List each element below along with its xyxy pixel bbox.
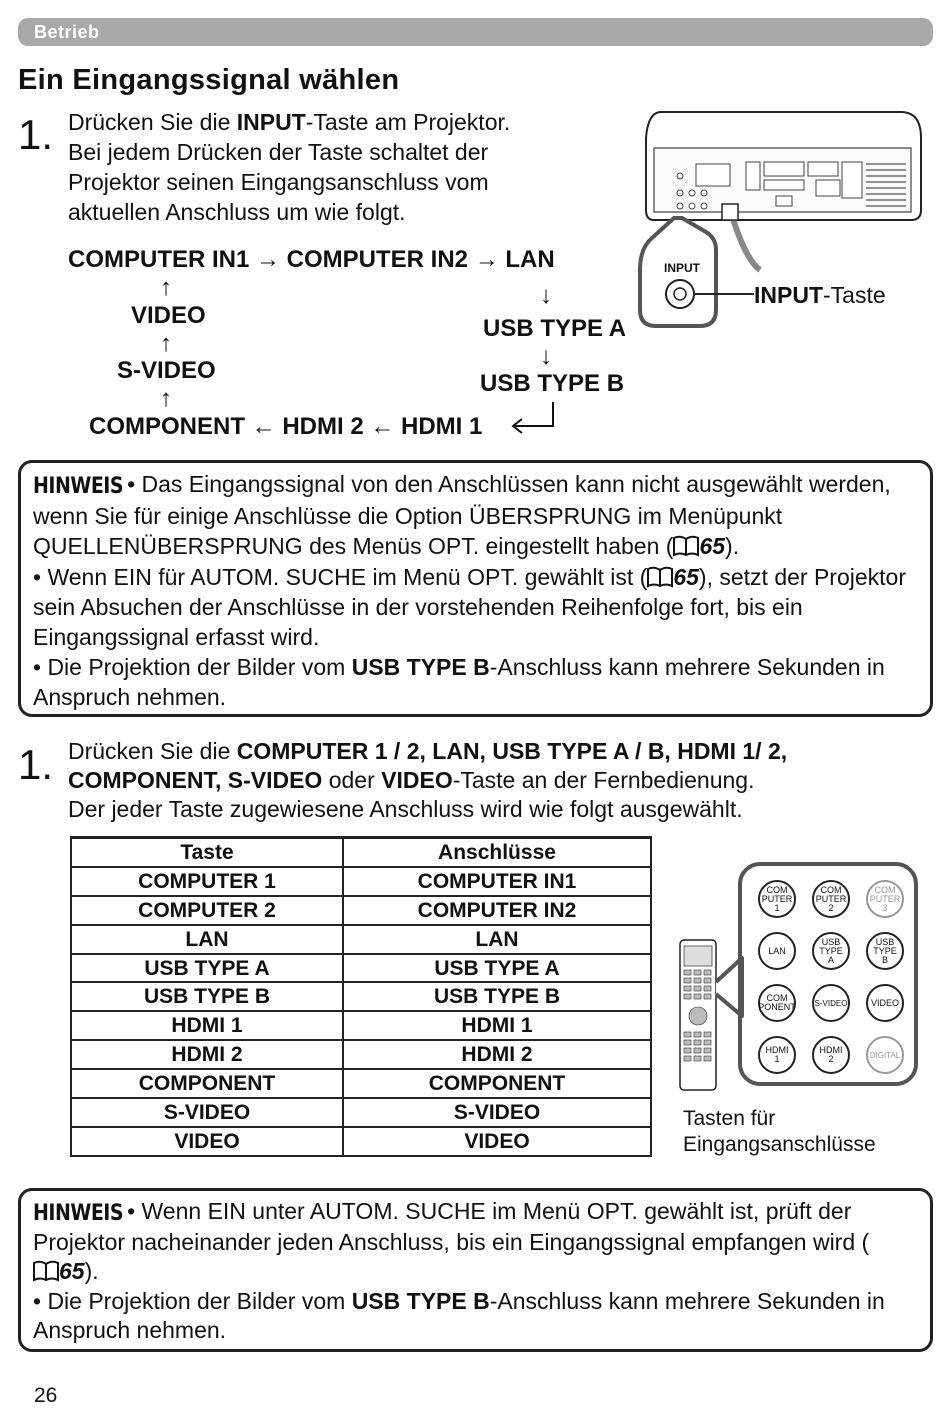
table-row (71, 954, 651, 983)
table-cell: COMPONENT (343, 1069, 651, 1098)
return-arrow-icon (508, 400, 558, 440)
step-number: 1. (18, 741, 54, 788)
step1-text: Drücken Sie die INPUT-Taste am Projektor. Bei jedem Drücken der Taste schaltet der Projektor seinen Eingangsanschluss vom aktuellen Anschluss um wie folgt. (68, 109, 511, 225)
table-row (71, 925, 651, 954)
remote-key-video[interactable]: VIDEO (866, 984, 904, 1022)
remote-key-s-video[interactable]: S-VIDEO (812, 984, 850, 1022)
down-arrow: ↓ (540, 343, 552, 370)
table-cell: LAN (71, 925, 343, 954)
page-reference[interactable]: 65 (673, 531, 725, 561)
table-cell: LAN (343, 925, 651, 954)
table-cell: COMPUTER 2 (71, 896, 343, 925)
table-header-row (71, 838, 651, 867)
sequence-usb-a: USB TYPE A (483, 315, 627, 342)
page-title: Ein Eingangssignal wählen (18, 64, 400, 96)
table-row (71, 1127, 651, 1156)
page-reference[interactable]: 65 (647, 562, 699, 592)
section-label: Betrieb (34, 22, 100, 42)
table-header: Taste (71, 838, 343, 867)
table-cell: HDMI 1 (71, 1011, 343, 1040)
remote-key-computer3[interactable]: COM PUTER 3 (866, 880, 904, 918)
remote-input-keys-panel (738, 862, 918, 1086)
table-row (71, 867, 651, 896)
book-icon (647, 566, 673, 588)
table-cell: HDMI 1 (343, 1011, 651, 1040)
table-cell: USB TYPE A (71, 954, 343, 983)
note-text: HINWEIS • Wenn EIN unter AUTOM. SUCHE im Menü OPT. gewählt ist, prüft der Projektor nacheinander jeden Anschluss, bis ein Eingangssignal empfangen wird (65). • Die Projektion der Bilder vom USB TYPE B-Anschluss kann mehrere Sekunden in Anspruch nehmen. (33, 1198, 885, 1343)
remote-key-usb-type-b[interactable]: USB TYPE B (866, 932, 904, 970)
remote-caption: Tasten für Eingangsanschlüsse (683, 1107, 876, 1156)
remote-key-usb-type-a[interactable]: USB TYPE A (812, 932, 850, 970)
remote-key-lan[interactable]: LAN (758, 932, 796, 970)
table-cell: USB TYPE A (343, 954, 651, 983)
up-arrow: ↑ (160, 330, 172, 357)
remote-control-illustration (676, 936, 746, 1094)
page-number: 26 (34, 1384, 58, 1407)
book-icon (673, 535, 699, 557)
note-text: HINWEIS • Das Eingangssignal von den Anschlüssen kann nicht ausgewählt werden, wenn Sie für einige Anschlüsse die Option ÜBERSPRUNG im Menüpunkt QUELLENÜBERSPRUNG des Menüs OPT. eingestellt haben ( 65). • Wenn EIN für AUTOM. SUCHE im Menü OPT. gewählt ist ( 65), setzt der Projektor sein Absuchen der Anschlüsse in der vorstehenden Reihenfolge fort, bis ein Eingangssignal erfasst wird. • Die Projektion der Bilder vom USB TYPE B-Anschluss kann mehrere Sekunden in Anspruch nehmen. (33, 469, 920, 713)
book-icon (33, 1260, 59, 1282)
input-button-callout: INPUT-Taste (754, 282, 886, 308)
table-cell: S-VIDEO (343, 1098, 651, 1127)
note-box (18, 460, 933, 717)
table-row (71, 1098, 651, 1127)
note-label: HINWEIS (33, 473, 124, 499)
up-arrow: ↑ (160, 385, 172, 412)
table-cell: COMPUTER 1 (71, 867, 343, 896)
section-header-bar (18, 18, 933, 46)
down-arrow: ↓ (540, 282, 552, 309)
table-cell: S-VIDEO (71, 1098, 343, 1127)
sequence-svideo: S-VIDEO (117, 357, 216, 384)
table-cell: VIDEO (343, 1127, 651, 1156)
projector-input-label: INPUT (664, 261, 700, 275)
input-mapping-table (70, 836, 652, 1157)
table-cell: COMPONENT (71, 1069, 343, 1098)
table-cell: VIDEO (71, 1127, 343, 1156)
table-row (71, 982, 651, 1011)
table-cell: COMPUTER IN1 (343, 867, 651, 896)
table-row (71, 1040, 651, 1069)
page-reference[interactable]: 65 (33, 1257, 85, 1286)
table-cell: USB TYPE B (71, 982, 343, 1011)
remote-key-computer1[interactable]: COM PUTER 1 (758, 880, 796, 918)
table-header: Anschlüsse (343, 838, 651, 867)
sequence-top-row: COMPUTER IN1 → COMPUTER IN2 → LAN (68, 246, 555, 273)
table-cell: USB TYPE B (343, 982, 651, 1011)
step-number: 1. (18, 111, 54, 158)
table-row (71, 1069, 651, 1098)
step2-text: Drücken Sie die COMPUTER 1 / 2, LAN, USB TYPE A / B, HDMI 1/ 2, COMPONENT, S-VIDEO oder VIDEO-Taste an der Fernbedienung. Der jeder Taste zugewiesene Anschluss wird wie folgt ausgewählt. (68, 738, 788, 822)
sequence-video: VIDEO (131, 302, 206, 329)
table-cell: HDMI 2 (71, 1040, 343, 1069)
note-box (18, 1188, 933, 1352)
table-cell: COMPUTER IN2 (343, 896, 651, 925)
table-row (71, 1011, 651, 1040)
remote-key-hdmi1[interactable]: HDMI 1 (758, 1036, 796, 1074)
table-row (71, 896, 651, 925)
up-arrow: ↑ (160, 274, 172, 301)
remote-key-hdmi2[interactable]: HDMI 2 (812, 1036, 850, 1074)
remote-key-computer2[interactable]: COM PUTER 2 (812, 880, 850, 918)
remote-key-component[interactable]: COM PONENT (758, 984, 796, 1022)
sequence-usb-b: USB TYPE B (480, 370, 625, 397)
table-cell: HDMI 2 (343, 1040, 651, 1069)
note-label: HINWEIS (33, 1200, 124, 1226)
remote-key-digital[interactable]: DIGITAL (866, 1036, 904, 1074)
sequence-bottom-row: COMPONENT ← HDMI 2 ← HDMI 1 (89, 413, 483, 440)
